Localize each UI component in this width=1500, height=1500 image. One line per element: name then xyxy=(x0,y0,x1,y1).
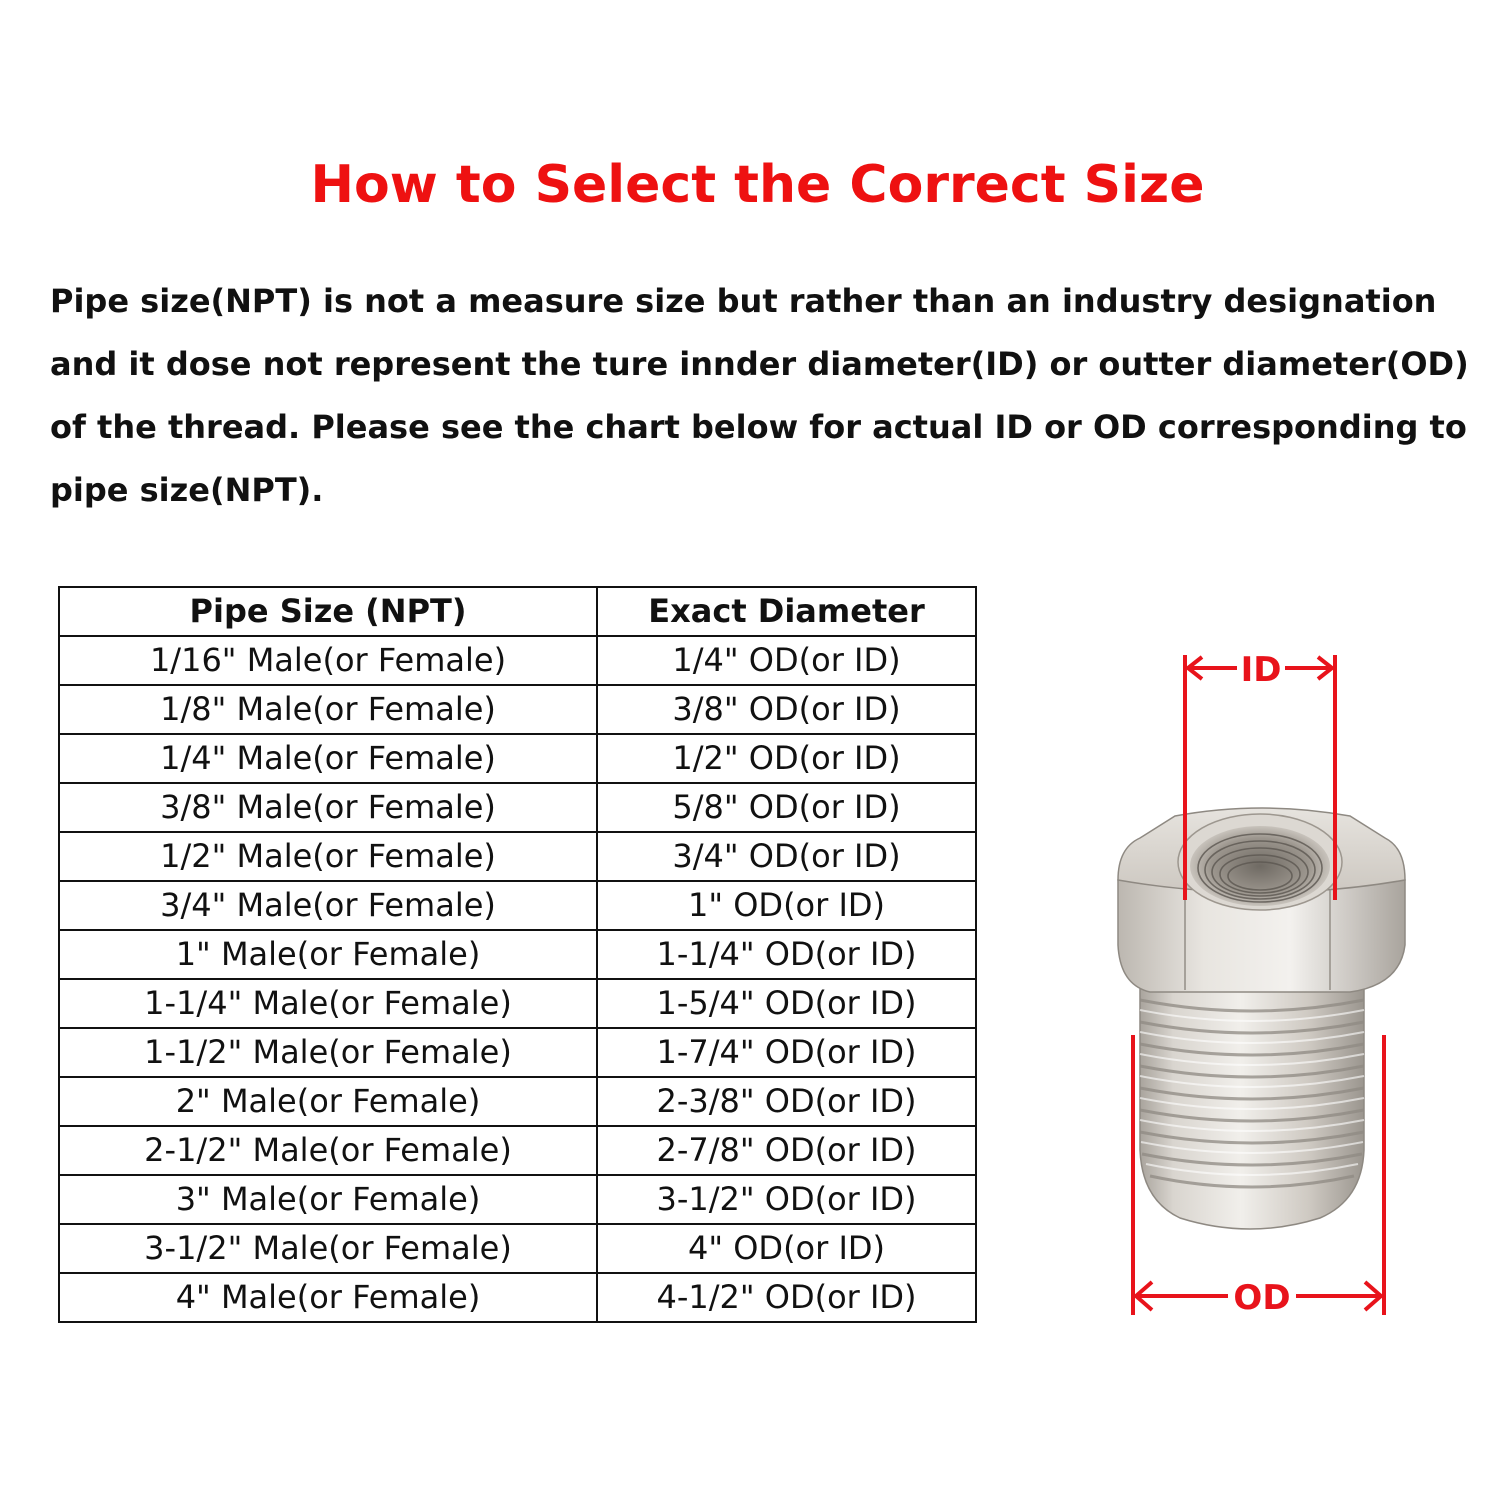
table-row xyxy=(59,685,976,734)
exact-diameter-cell: 1/2" OD(or ID) xyxy=(597,734,976,783)
pipe-size-cell: 2-1/2" Male(or Female) xyxy=(59,1126,597,1175)
fitting-diagram xyxy=(1100,640,1420,1340)
table-row xyxy=(59,881,976,930)
exact-diameter-cell: 1-1/4" OD(or ID) xyxy=(597,930,976,979)
pipe-size-cell: 1-1/4" Male(or Female) xyxy=(59,979,597,1028)
pipe-size-cell: 1/2" Male(or Female) xyxy=(59,832,597,881)
intro-line: of the thread. Please see the chart below for actual ID or OD corresponding to xyxy=(50,408,1467,446)
table-header-row xyxy=(59,587,976,636)
table-row xyxy=(59,1273,976,1322)
table-row xyxy=(59,1224,976,1273)
exact-diameter-cell: 4" OD(or ID) xyxy=(597,1224,976,1273)
table-row xyxy=(59,979,976,1028)
page-title: How to Select the Correct Size xyxy=(310,155,1205,215)
intro-paragraph xyxy=(50,270,1490,522)
exact-diameter-cell: 1/4" OD(or ID) xyxy=(597,636,976,685)
table-row xyxy=(59,930,976,979)
table-row xyxy=(59,1126,976,1175)
exact-diameter-cell: 3/4" OD(or ID) xyxy=(597,832,976,881)
header-exact-diameter: Exact Diameter xyxy=(597,587,976,636)
intro-line: and it dose not represent the ture innder diameter(ID) or outter diameter(OD) xyxy=(50,345,1469,383)
intro-line: Pipe size(NPT) is not a measure size but rather than an industry designation xyxy=(50,282,1437,320)
pipe-size-cell: 3/8" Male(or Female) xyxy=(59,783,597,832)
size-table xyxy=(58,586,977,1323)
table-row xyxy=(59,1077,976,1126)
table-row xyxy=(59,734,976,783)
exact-diameter-cell: 1-5/4" OD(or ID) xyxy=(597,979,976,1028)
pipe-size-cell: 1/4" Male(or Female) xyxy=(59,734,597,783)
intro-line: pipe size(NPT). xyxy=(50,471,324,509)
table-body xyxy=(59,636,976,1322)
exact-diameter-cell: 1" OD(or ID) xyxy=(597,881,976,930)
od-label: OD xyxy=(1233,1278,1291,1318)
table-row xyxy=(59,1175,976,1224)
exact-diameter-cell: 5/8" OD(or ID) xyxy=(597,783,976,832)
pipe-size-cell: 2" Male(or Female) xyxy=(59,1077,597,1126)
pipe-size-cell: 1" Male(or Female) xyxy=(59,930,597,979)
exact-diameter-cell: 2-3/8" OD(or ID) xyxy=(597,1077,976,1126)
pipe-size-cell: 3/4" Male(or Female) xyxy=(59,881,597,930)
table-row xyxy=(59,636,976,685)
exact-diameter-cell: 4-1/2" OD(or ID) xyxy=(597,1273,976,1322)
pipe-size-cell: 3-1/2" Male(or Female) xyxy=(59,1224,597,1273)
pipe-size-cell: 1/16" Male(or Female) xyxy=(59,636,597,685)
id-label: ID xyxy=(1240,650,1282,690)
female-bore xyxy=(1178,814,1342,910)
exact-diameter-cell: 2-7/8" OD(or ID) xyxy=(597,1126,976,1175)
exact-diameter-cell: 1-7/4" OD(or ID) xyxy=(597,1028,976,1077)
header-pipe-size: Pipe Size (NPT) xyxy=(59,587,597,636)
pipe-size-cell: 4" Male(or Female) xyxy=(59,1273,597,1322)
pipe-size-cell: 1/8" Male(or Female) xyxy=(59,685,597,734)
exact-diameter-cell: 3/8" OD(or ID) xyxy=(597,685,976,734)
table-row xyxy=(59,1028,976,1077)
exact-diameter-cell: 3-1/2" OD(or ID) xyxy=(597,1175,976,1224)
pipe-size-cell: 3" Male(or Female) xyxy=(59,1175,597,1224)
male-thread-body xyxy=(1140,985,1364,1229)
pipe-size-cell: 1-1/2" Male(or Female) xyxy=(59,1028,597,1077)
table-row xyxy=(59,832,976,881)
table-row xyxy=(59,783,976,832)
